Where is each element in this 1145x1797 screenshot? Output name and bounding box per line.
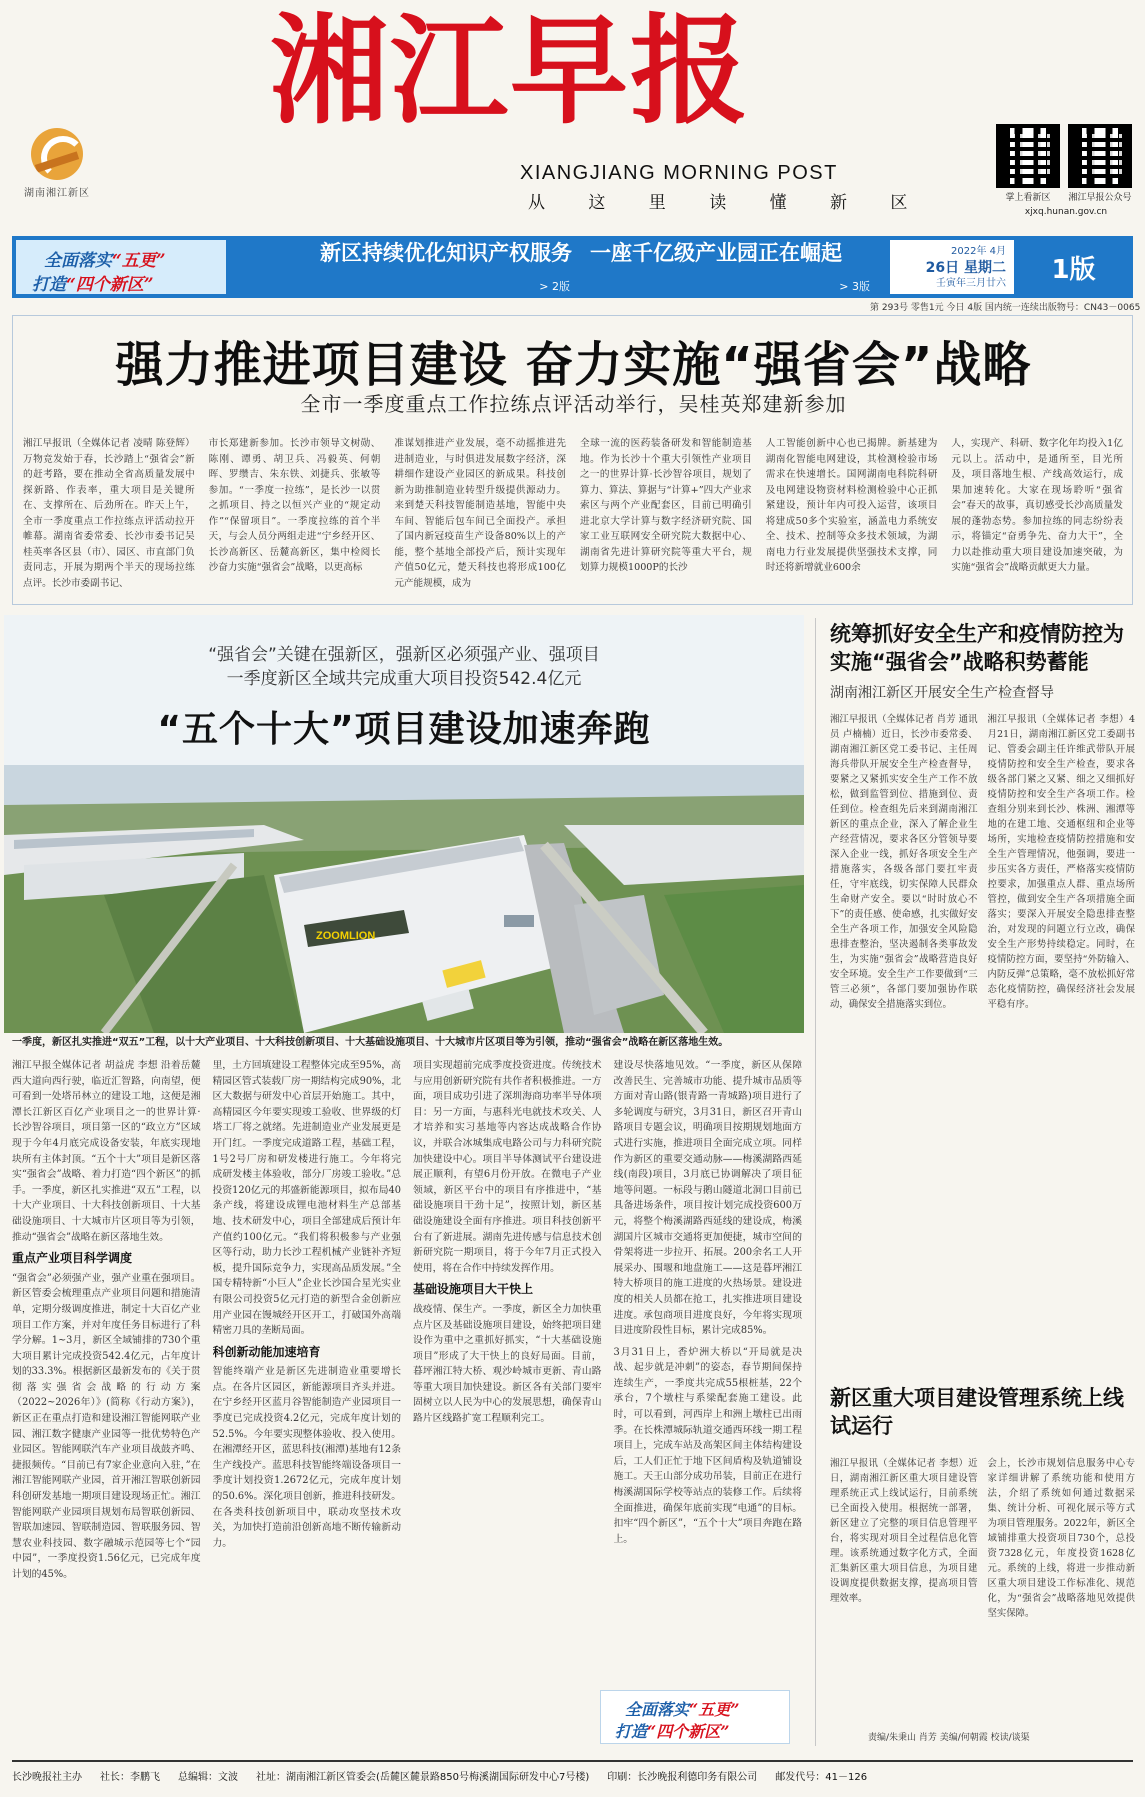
qr-code-wechat-icon[interactable] bbox=[1068, 124, 1132, 188]
footer-address: 社址：湖南湘江新区管委会(岳麓区麓景路850号梅溪湖国际研发中心7号楼) bbox=[256, 1772, 590, 1783]
index-teaser-2[interactable] bbox=[590, 236, 890, 298]
website-url[interactable]: xjxq.hunan.gov.cn bbox=[1024, 207, 1108, 217]
publication-info: 第 293号 零售1元 今日 4版 国内统一连续出版物号：CN43－0065 bbox=[870, 303, 1141, 313]
side-story-column: 湘江早报讯（全媒体记者 李想）4月21日，湖南湘江新区党工委副书记、管委会副主任许维武带队开展疫情防控和安全生产检查，要求各级各部门紧之又紧、细之又细抓好疫情防控和安全生产各项工作。检查组分别来到长沙、株洲、湘潭等地的在建工地、交通枢纽和企业等场所，实地检查疫情防控措施和安全生产管理情况，他强调，要进一步压实各方责任，严格落实疫情防控要求，加强重点人群、重点场所管控，做到安全生产各项措施全面落实；要深入开展安全隐患排查整治，对发现的问题立行立改，确保安全生产形势持续稳定。同时，在疫情防控方面，要坚持“外防输入、内防反弹”总策略，毫不放松抓好常态化疫情防控，确保经济社会发展平稳有序。 bbox=[987, 714, 1135, 1010]
side-story-1 bbox=[830, 620, 1135, 702]
feature-section-heading: 重点产业项目科学调度 bbox=[12, 1251, 133, 1266]
index-teaser-1[interactable] bbox=[320, 236, 590, 298]
lead-story bbox=[12, 315, 1133, 605]
feature-body-text: 湘江早报全媒体记者 胡益虎 李想 沿着岳麓西大道向西行驶，临近汇智路，向南望，便可看到一处塔吊林立的建设工地，这便是湘潭长江新区百亿产业项目之一的世界计算·长沙智谷项目，项目第一区的“政立方”区域现于今年4月底完成设备安装，年底实现地块所有主体封顶。“五个十大”项目是新区落实“强省会”战略、着力打造“四个新区”的抓手。一季度，新区扎实推进“双五”工程，以十大产业项目、十大科技创新项目、十大基础设施项目、十大城市片区项目等为引领，推动“强省会”战略在新区落地生效。 bbox=[12, 1060, 201, 1243]
stamp-line1-b: “五更” bbox=[689, 1700, 740, 1719]
xiangjiang-new-area-logo bbox=[12, 128, 102, 199]
lead-column: 准谋划推进产业发展，毫不动摇推进先进制造业，与时俱进发展数字经济，深耕细作建设产业园区的新成果。科技创新为助推制造业转型升级提供源动力。来到楚天科技智能制造基地，智能中央车间、智能后包车间已全面投产。承担了国内新冠疫苗生产设备80%以上的产能，整个基地全部投产后，预计实现年产值50亿元，楚天科技也将形成100亿元产能规模，成为 bbox=[394, 438, 567, 589]
logo-emblem-icon bbox=[31, 128, 83, 180]
lead-column: 人，实现产、科研、数字化年均投入1亿元以上。活动中，是通所至，目光所及，项目落地生根、产线高效运行，成果加速转化。大家在现场聆听“强省会”春天的故事，真切感受长沙高质量发展的蓬勃态势。参加拉练的同志纷纷表示，将锚定“奋勇争先、奋力大干”，全力以赴推动重大项目建设加速突破，为实施“强省会”战略贡献更大力量。 bbox=[951, 438, 1124, 573]
feature-body bbox=[12, 1058, 802, 1748]
footer-editor-in-chief: 总编辑：文波 bbox=[178, 1772, 238, 1783]
footer-president: 社长：李鹏飞 bbox=[100, 1772, 160, 1783]
editor-credits: 责编/朱秉山 肖芳 美编/何朝霞 校读/谈渠 bbox=[868, 1733, 1030, 1743]
feature-body-column bbox=[614, 1058, 803, 1748]
lead-body bbox=[23, 436, 1123, 596]
side-story-column: 会上，长沙市规划信息服务中心专家详细讲解了系统功能和使用方法，介绍了系统如何通过数据采集、统计分析、可视化展示等方式为项目管理服务。2022年，新区全域铺排重大投资项目730个，总投资7328亿元，年度投资1628亿元。系统的上线，将进一步推动新区重大项目建设工作标准化、规范化，为“强省会”战略落地见效提供坚实保障。 bbox=[987, 1458, 1135, 1619]
issue-date bbox=[890, 240, 1014, 294]
side-story-column: 湘江早报讯（全媒体记者 肖芳 通讯员 卢楠楠）近日，长沙市委常委、湖南湘江新区党工委书记、主任周海兵带队开展安全生产检查督导，要紧之又紧抓实安全生产工作不放松，做到监管到位、措施到位、责任到位。检查组先后来到湖南湘江新区的重点企业，深入了解企业生产经营情况，要求各区分管领导要深入企业一线，抓好各项安全生产措施落实，各级各部门要扛牢责任，守牢底线，切实保障人民群众生命财产安全。要以“时时放心不下”的责任感、使命感，扎实做好安全生产各项工作，加强安全风险隐患排查整治，坚决遏制各类事故发生，为实施“强省会”战略营造良好安全环境。安全生产工作要做到“三管三必须”，各部门要加强协作联动，确保安全措施落实到位。 bbox=[830, 714, 978, 1010]
qr-label-app: 掌上看新区 bbox=[1005, 193, 1051, 203]
lead-subhead: 全市一季度重点工作拉练点评活动举行，吴桂英郑建新参加 bbox=[300, 392, 847, 416]
stamp-line2-b: “四个新区” bbox=[647, 1722, 730, 1741]
industrial-park-aerial-photo bbox=[4, 765, 804, 1033]
feature-section-heading: 科创新动能加速培育 bbox=[212, 1344, 321, 1359]
slogan-line2-b: “四个新区” bbox=[66, 275, 154, 295]
qr-code-app-icon[interactable] bbox=[996, 124, 1060, 188]
feature-body-text: 3月31日上，香炉洲大桥以“开局就是决战、起步就是冲刺”的姿态，春节期间保持连续生产，一季度共完成55根桩基，22个承台，7个墩柱与系梁配套施工建设。此时，可以看到，河西岸上和洲上墩柱已出雨季。在长株潭城际轨道交通西环线一期工程项目上，完成车站及高架区间主体结构建设后，工人们正忙于地下区间盾构及轨道铺设施工。天王山部分成功吊装，目前正在进行梅溪湖国际学校等站点的装修工作。后续将全面推进，确保年底前实现“电通”的目标。扣牢“四个新区”，“五个十大”项目奔跑在路上。 bbox=[613, 1346, 802, 1545]
footer bbox=[12, 1760, 1133, 1783]
lead-headline[interactable]: 强力推进项目建设 奋力实施“强省会”战略 bbox=[115, 337, 1032, 393]
photo-sign-zoomlion: ZOOMLION bbox=[316, 930, 376, 942]
feature-body-text: “强省会”必须强产业，强产业重在强项目。新区管委会梳理重点产业项目问题和措施清单，定期分级调度推进，制定十大百亿产业项目工作方案，并对年度任务目标进行了科学分解。1~3月，新区全域铺排的730个重大项目累计完成投资542.4亿元，占年度计划的33.3%。根据新区最新发布的《关于贯彻落实强省会战略的行动方案（2022~2026年）》(简称《行动方案》)，新区正在重点打造和建设湘江智能网联产业园、湘江数字健康产业园等一批优势特色产业园区。智能网联汽车产业项目战鼓齐鸣、捷报频传。“目前已有7家企业意向入驻，”在湘江智能网联产业园，首开湘江智联创新园科创研发基地一期项目建设现场正忙。湘江智能网联产业园项目规划布局智联创新园、智联加速园、智联制造园、智联服务园、智慧农业科技园、数字融城示范园等七个“园中园”，一季度投资1.56亿元，已完成年度计划的45%。 bbox=[12, 1272, 201, 1580]
side-story-2-title[interactable]: 新区重大项目建设管理系统上线试运行 bbox=[830, 1386, 1124, 1438]
index-teaser-1-title: 新区持续优化知识产权服务 bbox=[320, 241, 572, 265]
newspaper-title: 湘江早报 bbox=[270, 1, 751, 140]
column-divider bbox=[815, 618, 816, 1746]
slogan-line1-b: “五更” bbox=[112, 251, 166, 271]
slogan-line2-a: 打造 bbox=[32, 275, 66, 295]
lead-column: 人工智能创新中心也已揭牌。新基建为湖南化智能电网建设，其检测检验市场需求在快速增长。国网湖南电科院科研及电网建设物资材料检测检验中心正抓紧建设，预计年内可投入运营，该项目将建成50多个实验室，涵盖电力系统安全、技术、控制等众多技术领域，为湖南电力行业发展提供坚强技术支撑，同时还将新增就业600余 bbox=[765, 438, 938, 573]
index-banner bbox=[12, 236, 1133, 298]
side-story-2-body bbox=[830, 1456, 1135, 1726]
lead-column: 湘江早报讯（全媒体记者 凌晴 陈登辉）万物竞发始于春，长沙踏上“强省会”新的赶考路，要在推动全省高质量发展中探新路、作表率，重大项目是关键所在、支撑所在、后劲所在。昨天上午，全市一季度重点工作拉练点评活动拉开帷幕。湖南省委常委、长沙市委书记吴桂英率各区县（市）、园区、市直部门负责同志，开展为期两个半天的现场拉练点评。长沙市委副书记、 bbox=[23, 438, 195, 589]
slogan-line1-a: 全面落实 bbox=[44, 251, 112, 271]
footer-postal-code: 邮发代号：41－126 bbox=[775, 1772, 868, 1783]
slogan-box bbox=[16, 240, 226, 294]
feature-body-text: 里，土方回填建设工程整体完成至95%，高精园区管式装载厂房一期结构完成90%，北区大数据与研发中心首层开始施工。其中，高精园区今年要实现竣工验收、世界级的灯塔工厂将之就绪。先进制造业产业发展更是开门红。一季度完成道路工程，基础工程，1号2号厂房和研发楼进行施工。今年将完成研发楼主体验收，部分厂房竣工验收。”总投资120亿元的邦盛新能源项目，拟布局40条产线，将建设成锂电池材料生产总部基地、技术研发中心，项目全部建成后预计年产值约100亿元。“我们将积极参与产业强区等行动，助力长沙工程机械产业链补齐短板，提升国际竞争力，实现高品质发展。”全国专精特新“小巨人”企业长沙国合星光实业有限公司投资5亿元打造的新型合金创新应用产业园在馒城经开区开工，打破国外高端精密刀具的垄断局面。 bbox=[212, 1060, 401, 1337]
stamp-line1-a: 全面落实 bbox=[625, 1700, 690, 1719]
feature-body-column bbox=[213, 1058, 402, 1748]
edition-number: 1版 bbox=[1051, 254, 1096, 285]
lead-column: 市长郑建新参加。长沙市领导文树勋、陈刚、谭勇、胡卫兵、冯毅英、何朝晖、罗缵吉、朱东铁、刘捷兵、张敏等参加。“一季度一拉练”，是长沙一以贯之抓项目、持之以恒兴产业的“规定动作”“保留项目”。一季度拉练的首个半天，与会人员分两组走进“宁乡经开区、长沙高新区、岳麓高新区，集中检阅长沙奋力实施“强省会”战略，以更高标 bbox=[208, 438, 381, 573]
feature-body-text: 建设尽快落地见效。“一季度，新区从保障改善民生、完善城市功能、提升城市品质等方面对青山路(银青路一青城路)项目进行了多轮调度与研究，3月31日，新区召开青山路项目专题会议，明确项目按期规划地面方式进行实施，推进项目全面完成立项。同样作为新区的重要交通动脉——梅溪湖路西延线(南段)项目，3月底已协调解决了项目征地等问题。一标段与鹅山隧道北洞口目前已具备进场条件，项目按计划完成投资600万元，将整个梅溪湖路西延线的建设成，梅溪湖国片区城市交通将更加便捷，城市空间的骨架将进一步拉开、拓展。200余名工人开展采办、围堰和地盘施工——这是暮坪湘江特大桥项目的施工进度的火热场景。建设进度的相关人员都在抢工，扎实推进项目建设进度。承包商项目进度良好，今年将实现项目进度阶段性目标，累计完成85%。 bbox=[613, 1060, 802, 1337]
feature-body-column bbox=[12, 1058, 201, 1748]
feature-body-text: 战疫情、保生产。一季度，新区全力加快重点片区及基础设施项目建设，始终把项目建设作为重中之重抓好抓实，“十大基础设施项目”形成了大干快上的良好局面。目前，暮坪湘江特大桥、观沙岭城市更新、青山路等重大项目加快建设。新区各有关部门要牢固树立以人民为中心的发展思想，确保青山路片区线路扩宽工程顺利完工。 bbox=[413, 1303, 602, 1425]
feature-body-text: 项目实现超前完成季度投资进度。传统技术与应用创新研究院有共作者积极推进。一方面，项目成功引进了深圳海商功率半导体项目：另一方面，与惠科光电就技术攻关、人才培养和实习基地等内容达成战略合作协议，并联合冰城集成电路公司与力科研究院加快建设中心。项目半导体测试平台建设进展正顺利，有望6月份开放。在微电子产业领域，新区平台中的项目有序推进中，“基础设施项目干劲十足”，按照计划，新区基础设施建设全面有序推进。项目科技创新平台有了新进展。湖南先进传感与信息技术创新研究院一期项目，将于今年7月正式投入使用，将在合作中持续发挥作用。 bbox=[413, 1060, 602, 1274]
stamp-line2-a: 打造 bbox=[615, 1722, 648, 1741]
index-teaser-1-page: > 2版 bbox=[539, 280, 570, 293]
aerial-photo-illustration bbox=[4, 765, 804, 1033]
newspaper-title-english: XIANGJIANG MORNING POST bbox=[520, 162, 838, 184]
side-story-column: 湘江早报讯（全媒体记者 李想）近日，湖南湘江新区重大项目建设管理系统正式上线试运行，目前系统已全面投入使用。根据统一部署，新区建立了完整的项目信息管理平台，将实现对项目全过程信息化管理。该系统通过数字化方式，全面汇集新区重大项目信息，为项目建设调度提供数据支撑，提高项目管理效率。 bbox=[830, 1458, 978, 1604]
index-teaser-2-page: > 3版 bbox=[839, 280, 870, 293]
issue-date-day: 26日 星期二 bbox=[925, 260, 1006, 276]
feature-title[interactable]: “五个十大”项目建设加速奔跑 bbox=[157, 709, 651, 750]
side-story-1-body bbox=[830, 712, 1135, 1372]
issue-date-month: 2022年 4月 bbox=[951, 246, 1006, 257]
lead-column: 全球一流的医药装备研发和智能制造基地。作为长沙十个重大引领性产业项目之一的世界计算·长沙智谷项目，规划了算力、算法、算据与“计算+”四大产业求索区与两个产业配套区，目前已明确引进北京大学计算与数字经济研究院、国家工业互联网安全研究院大数据中心、湖南省先进计算研究院等重大平台，规划算力规模1000P的长沙 bbox=[580, 438, 752, 573]
qr-label-wechat: 湘江早报公众号 bbox=[1068, 193, 1132, 203]
feature-photo-caption: 一季度，新区扎实推进“双五”工程，以十大产业项目、十大科技创新项目、十大基础设施项目、十大城市片区项目等为引领，推动“强省会”战略在新区落地生效。 bbox=[12, 1037, 729, 1048]
feature-story bbox=[4, 615, 804, 1033]
issue-date-lunar: 壬寅年三月廿六 bbox=[936, 278, 1006, 289]
feature-section-heading: 基础设施项目大干快上 bbox=[413, 1282, 534, 1297]
footer-printer: 印刷：长沙晚报利德印务有限公司 bbox=[607, 1772, 758, 1783]
feature-body-column bbox=[413, 1058, 602, 1748]
footer-publisher: 长沙晚报社主办 bbox=[12, 1772, 82, 1783]
feature-body-text: 智能终端产业是新区先进制造业重要增长点。在各片区园区，新能源项目齐头并进。在宁乡经开区蓝月谷智能制造产业园项目一季度已完成投资4.2亿元，完成年度计划的52.5%。今年要实现整体验收、投入使用。在湘潭经开区，蓝思科技(湘潭)基地有12条生产线投产。蓝思科技智能终端设备项目一季度计划投资1.2672亿元，完成年度计划的50.6%。深化项目创新，推进科技研发。在各类科技创新项目中，联动攻坚技术攻关，为加快打造前沿创新高地不断传输新动力。 bbox=[212, 1366, 401, 1549]
side-story-1-title[interactable]: 统筹抓好安全生产和疫情防控为实施“强省会”战略积势蓄能 bbox=[830, 622, 1124, 674]
side-story-1-subtitle: 湖南湘江新区开展安全生产检查督导 bbox=[830, 685, 1054, 701]
masthead bbox=[0, 0, 1145, 232]
logo-name: 湖南湘江新区 bbox=[24, 188, 90, 199]
feature-kicker: “强省会”关键在强新区，强新区必须强产业、强项目 一季度新区全域共完成重大项目投资542.4亿元 bbox=[208, 645, 600, 689]
index-teaser-2-title: 一座千亿级产业园正在崛起 bbox=[590, 241, 842, 265]
newspaper-tagline: 从 这 里 读 懂 新 区 bbox=[528, 193, 927, 213]
slogan-stamp bbox=[600, 1690, 790, 1744]
qr-codes bbox=[996, 124, 1136, 217]
